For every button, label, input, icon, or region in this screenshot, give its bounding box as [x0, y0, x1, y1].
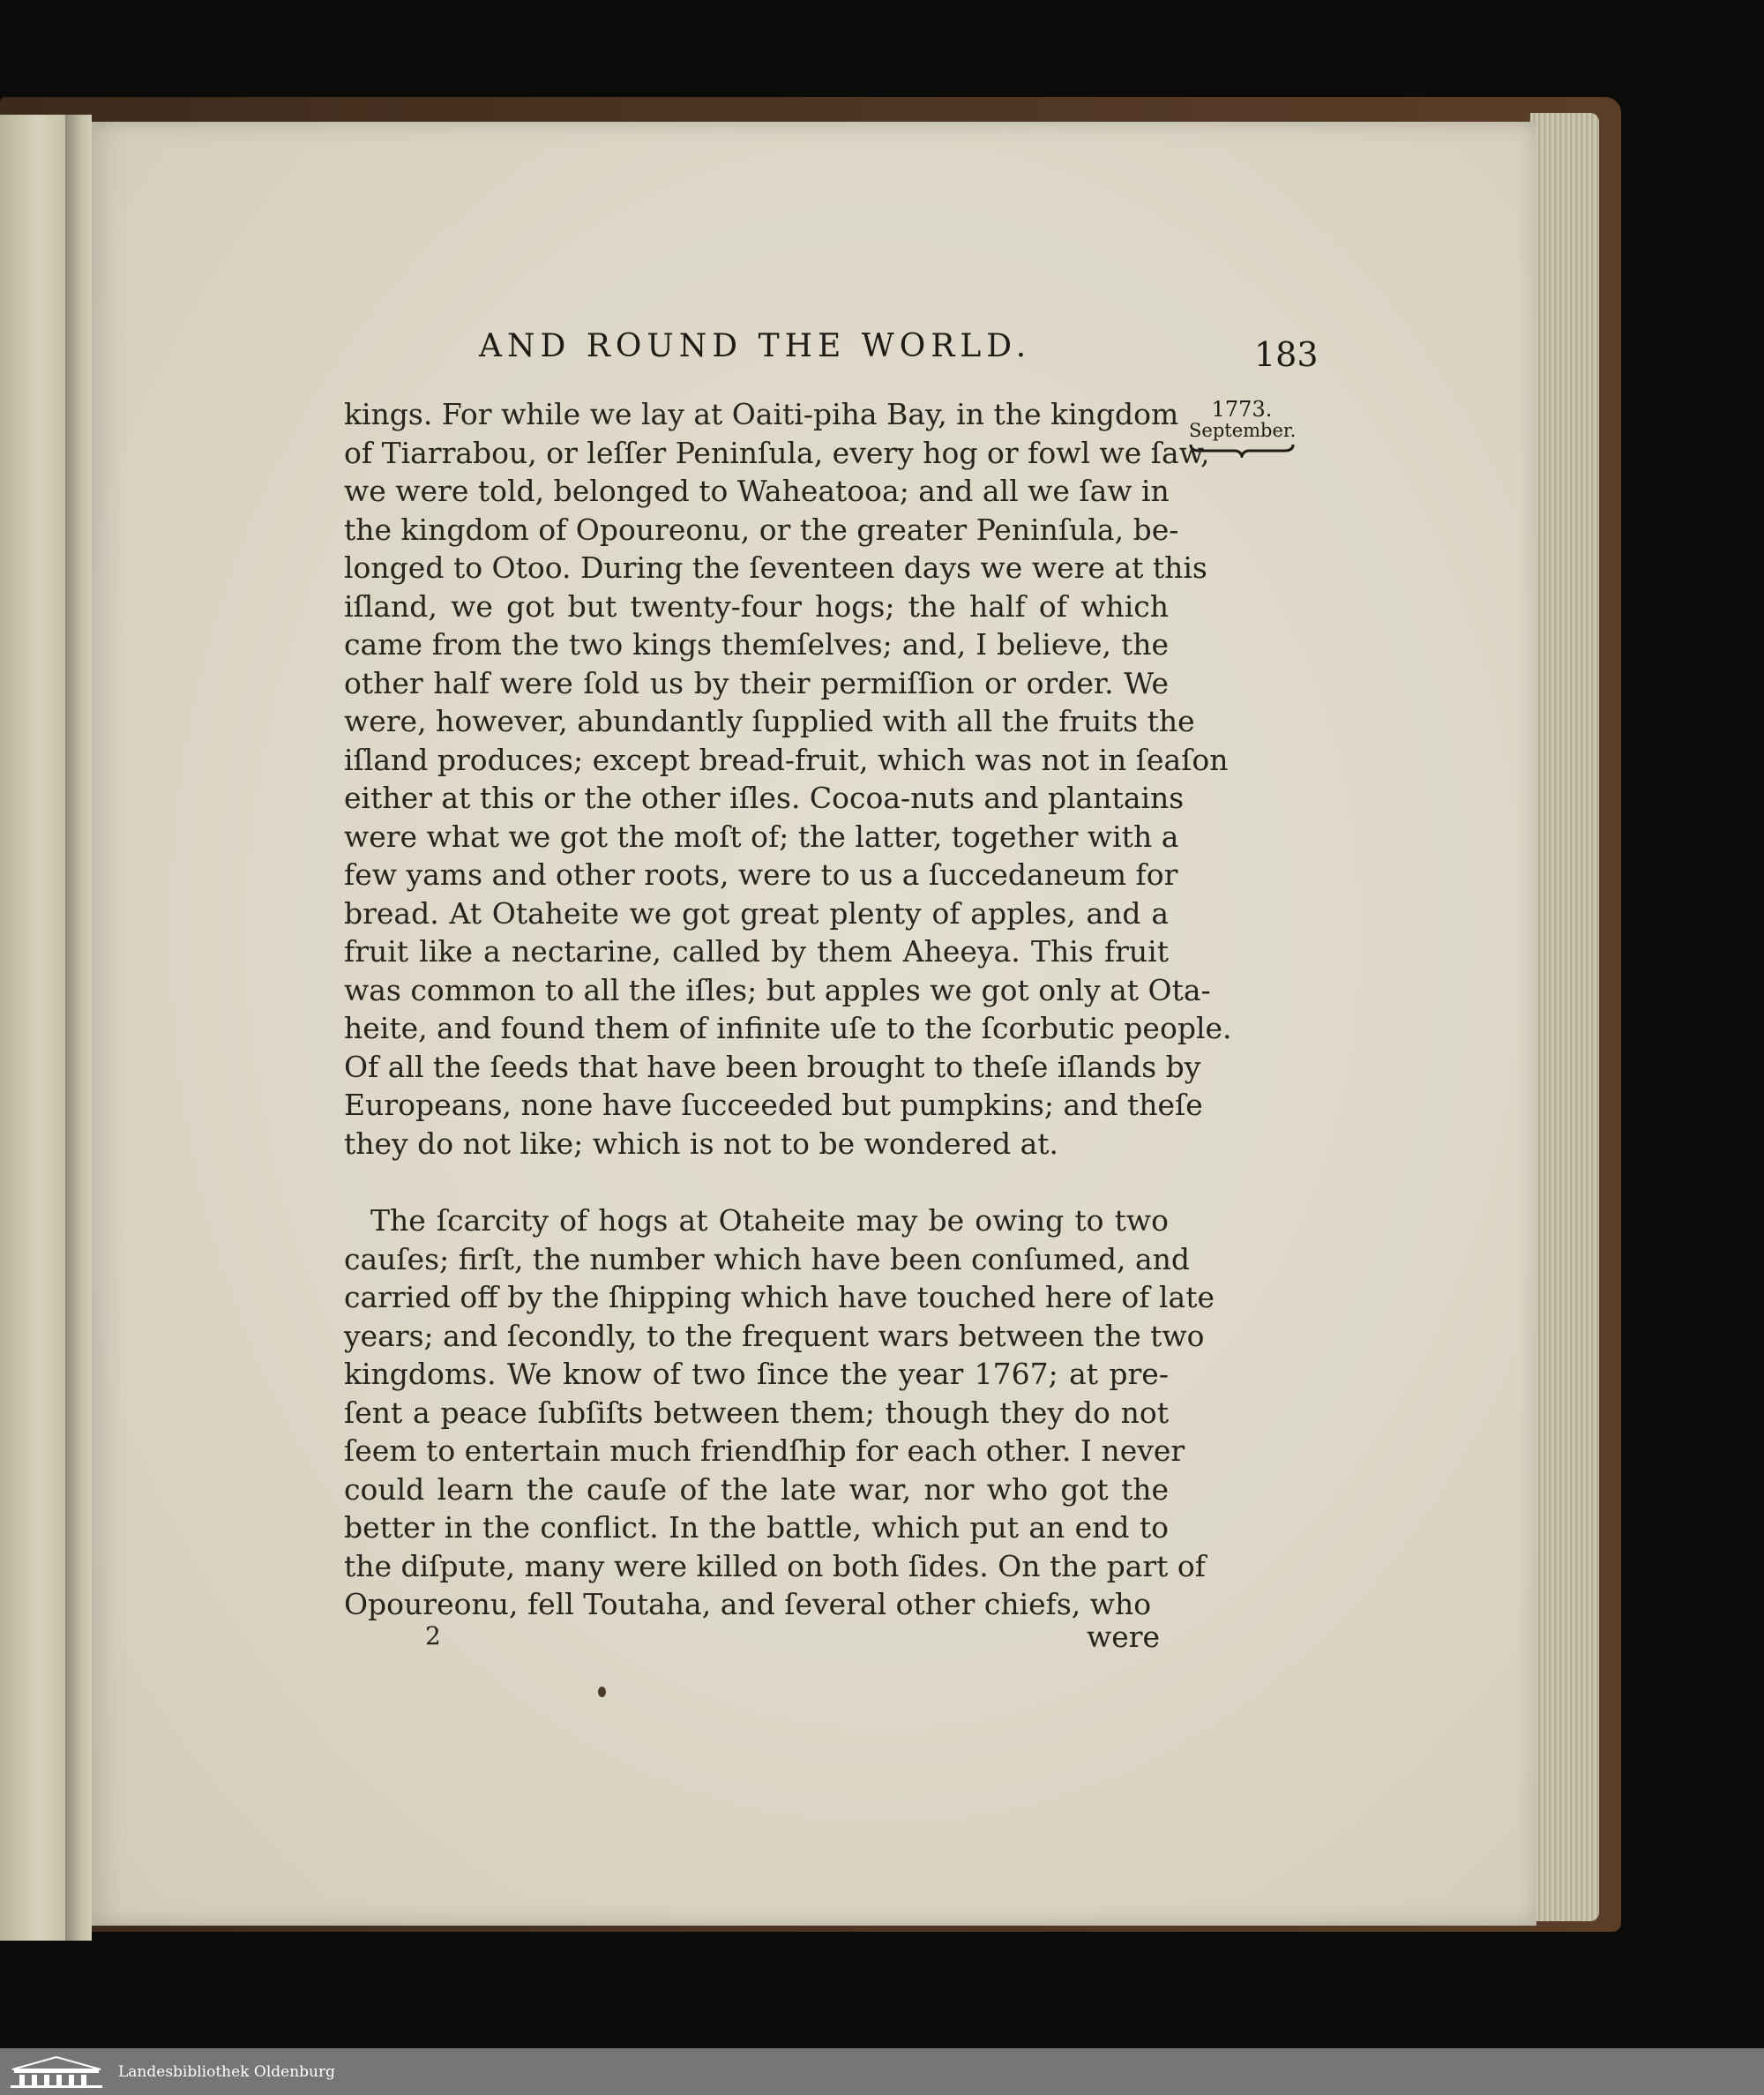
- text-line: fruit like a nectarine, called by them Aheeya. This fruit: [344, 934, 1169, 969]
- ink-spot: [598, 1687, 606, 1697]
- margin-year: 1773.: [1211, 397, 1273, 422]
- text-line: came from the two kings themſelves; and, I believe, the: [344, 627, 1169, 662]
- page-stack-edge: [1530, 113, 1599, 1921]
- body-text: [344, 395, 1232, 1624]
- left-page-edge: [0, 115, 71, 1941]
- text-line: iſland produces; except bread-fruit, which was not in ſeaſon: [344, 742, 1229, 777]
- text-line: few yams and other roots, were to us a ſuccedaneum for: [344, 857, 1178, 892]
- footer-bar: [0, 2048, 1764, 2095]
- text-line: longed to Otoo. During the ſeventeen days we were at this: [344, 550, 1207, 585]
- text-line: kingdoms. We know of two ſince the year 1767; at pre-: [344, 1357, 1169, 1391]
- text-line: they do not like; which is not to be wondered at.: [344, 1126, 1059, 1161]
- text-line: carried off by the ſhipping which have touched here of late: [344, 1280, 1215, 1314]
- text-line: was common to all the iſles; but apples we got only at Ota-: [344, 972, 1211, 1007]
- book-gutter: [65, 115, 92, 1941]
- text-line: years; and ſecondly, to the frequent wars between the two: [344, 1318, 1205, 1353]
- library-building-icon: [5, 2055, 108, 2089]
- text-line: we were told, belonged to Waheatooa; and all we ſaw in: [344, 474, 1170, 508]
- text-line: The ſcarcity of hogs at Otaheite may be owing to two: [370, 1203, 1169, 1238]
- page-number: 183: [1254, 335, 1319, 374]
- library-name: Landesbibliothek Oldenburg: [118, 2062, 336, 2081]
- text-line: better in the conflict. In the battle, which put an end to: [344, 1510, 1169, 1545]
- text-line: of Tiarrabou, or leſſer Peninſula, every hog or fowl we ſaw,: [344, 435, 1210, 470]
- text-line: heite, and found them of infinite uſe to the ſcorbutic people.: [344, 1011, 1232, 1045]
- text-line: either at this or the other iſles. Cocoa-nuts and plantains: [344, 781, 1185, 815]
- paragraph-1: [344, 395, 1232, 1163]
- text-line: iſland, we got but twenty-four hogs; the half of which: [344, 588, 1169, 624]
- text-line: other half were ſold us by their permiſſion or order. We: [344, 665, 1169, 700]
- catchword: were: [1087, 1620, 1161, 1654]
- text-line: the diſpute, many were killed on both ſides. On the part of: [344, 1548, 1206, 1583]
- text-line: kings. For while we lay at Oaiti-piha Bay, in the kingdom: [344, 397, 1179, 431]
- text-line: Opoureonu, fell Toutaha, and ſeveral other chiefs, who: [344, 1587, 1152, 1621]
- text-line: bread. At Otaheite we got great plenty of apples, and a: [344, 895, 1169, 931]
- text-line: cauſes; firſt, the number which have been conſumed, and: [344, 1241, 1191, 1276]
- margin-month: September.: [1189, 420, 1297, 442]
- text-line: Europeans, none have ſucceeded but pumpkins; and theſe: [344, 1088, 1203, 1122]
- text-line: ſent a peace ſubſiſts between them; though they do not: [344, 1395, 1169, 1430]
- text-line: ſeem to entertain much friendſhip for each other. I never: [344, 1433, 1185, 1468]
- running-head: AND ROUND THE WORLD.: [479, 328, 1032, 364]
- text-line: could learn the cauſe of the late war, nor who got the: [344, 1471, 1169, 1507]
- signature-mark: 2: [425, 1621, 441, 1650]
- text-line: the kingdom of Opoureonu, or the greater Peninſula, be-: [344, 512, 1179, 547]
- paragraph-gap: [344, 1163, 1169, 1201]
- paragraph-2: [344, 1201, 1215, 1624]
- text-line: Of all the ſeeds that have been brought to theſe iſlands by: [344, 1049, 1201, 1084]
- text-line: were, however, abundantly ſupplied with all the fruits the: [344, 704, 1195, 738]
- text-line: were what we got the moſt of; the latter, together with a: [344, 819, 1179, 854]
